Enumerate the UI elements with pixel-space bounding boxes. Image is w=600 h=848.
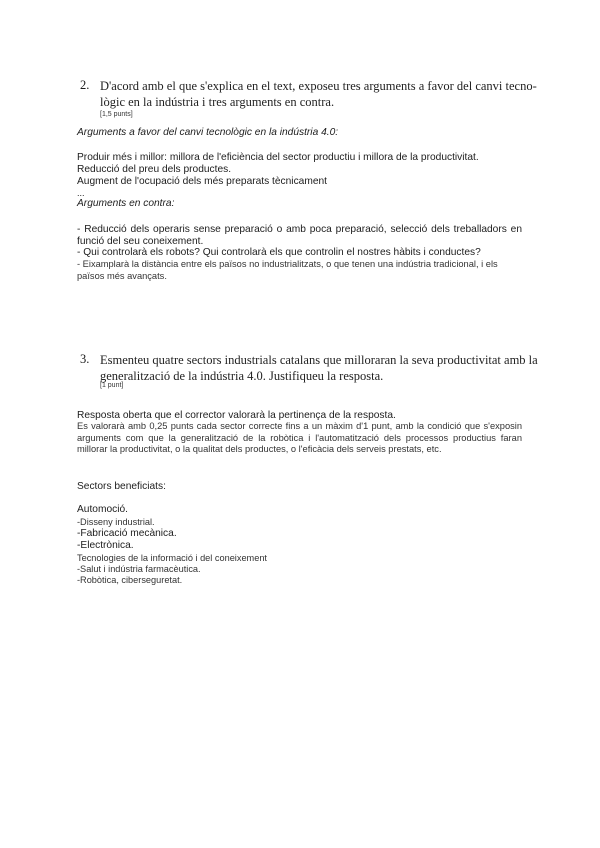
question-3-text-line-1: Esmenteu quatre sectors industrials catalans que milloraran la seva productivitat amb la (100, 353, 538, 367)
favor-ellipsis: ... (77, 188, 85, 198)
question-2-text-line-2: lògic en la indústria i tres arguments en contra. (100, 95, 335, 109)
question-3-points: [1 punt] (100, 382, 124, 389)
contra-heading: Arguments en contra: (77, 198, 175, 209)
question-3-text-line-2: generalització de la indústria 4.0. Justifiqueu la resposta. (100, 369, 384, 383)
sector-item: -Fabricació mecànica. (77, 528, 177, 539)
sector-item: -Electrònica. (77, 540, 134, 551)
sector-item: Tecnologies de la informació i del coneixement (77, 553, 267, 563)
question-2-text-line-1: D'acord amb el que s'explica en el text, exposeu tres arguments a favor del canvi tecno- (100, 79, 537, 93)
sector-item: -Robòtica, ciberseguretat. (77, 575, 183, 585)
question-3-number: 3. (80, 352, 90, 366)
question-2-points: [1,5 punts] (100, 111, 133, 118)
question-2-number: 2. (80, 78, 90, 92)
contra-item: - Qui controlarà els robots? Qui controlarà els que controlin el nostres hàbits i conductes? (77, 247, 481, 258)
sector-item: Automoció. (77, 504, 128, 515)
contra-item: - Eixamplarà la distància entre els països no industrialitzats, o que tenen una indústria tradicional, i els països més avançats. (77, 259, 498, 281)
favor-item: Augment de l'ocupació dels més preparats tècnicament (77, 176, 327, 187)
favor-heading: Arguments a favor del canvi tecnològic en la indústria 4.0: (77, 127, 339, 138)
answer-3-note: Es valorarà amb 0,25 punts cada sector correcte fins a un màxim d'1 punt, amb la condició que s'exposin arguments com que la generalització de la robòtica i l'automatització dels processos productius faran millorar la productivitat, o la qualitat dels productes, o l'eficàcia dels serveis prestats, etc. (77, 421, 522, 454)
question-3 (80, 352, 545, 396)
favor-item: Reducció del preu dels productes. (77, 164, 232, 175)
contra-item: - Reducció dels operaris sense preparació o amb poca preparació, selecció dels treballadors en funció del seu coneixement. (77, 224, 522, 247)
sector-item: -Salut i indústria farmacèutica. (77, 564, 201, 574)
question-2 (80, 78, 540, 122)
sector-item: -Disseny industrial. (77, 517, 155, 527)
favor-item: Produir més i millor: millora de l'eficiència del sector productiu i millora de la productivitat. (77, 152, 479, 163)
sectors-heading: Sectors beneficiats: (77, 481, 166, 492)
answer-3-intro: Resposta oberta que el corrector valorarà la pertinença de la resposta. (77, 410, 396, 421)
